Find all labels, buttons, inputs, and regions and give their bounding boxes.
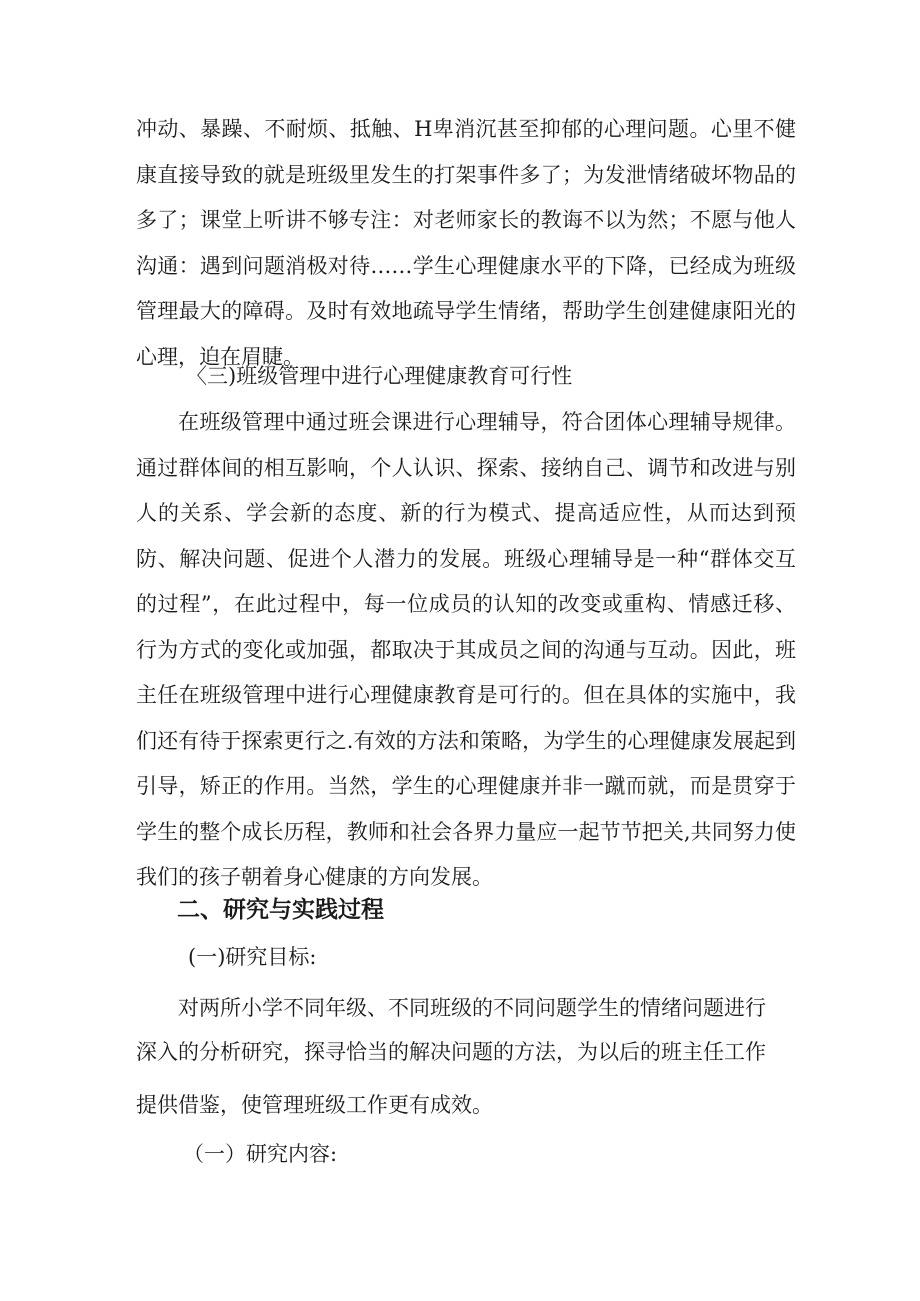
paragraph-feasibility: 在班级管理中通过班会课进行心理辅导，符合团体心理辅导规律。通过群体间的相互影响，个人认识、探索、接纳自己、调节和改进与别人的关系、学会新的态度、新的行为模式、提高适应性，从而达到预防、解决问题、促进个人潜力的发展。班级心理辅导是一种“群体交互的过程”，在此过程中，每一位成员的认知的改变或重构、情感迁移、行为方式的变化或加强，都取决于其成员之间的沟通与互动。因此，班主任在班级管理中进行心理健康教育是可行的。但在具体的实施中，我们还有待于探索更行之.有效的方法和策略，为学生的心理健康发展起到引导，矫正的作用。当然，学生的心理健康并非一蹴而就，而是贯穿于学生的整个成长历程，教师和社会各界力量应一起节节把关,共同努力使我们的孩子朝着身心健康的方向发展。 (136, 410, 796, 889)
goal-text-line-1: 对两所小学不同年级、不同班级的不同问题学生的情绪问题进行 (178, 996, 766, 1020)
section-heading-research-practice: 二、研究与实践过程 (177, 897, 384, 923)
subheading-research-content: （一）研究内容: (183, 1142, 338, 1166)
subheading-feasibility: 〈三)班级管理中进行心理健康教育可行性 (186, 364, 573, 388)
paragraph-emotional-problems: 冲动、暴躁、不耐烦、抵触、H卑消沉甚至抑郁的心理问题。心里不健康直接导致的就是班级里发生的打架事件多了；为发泄情绪破坏物品的多了；课堂上听讲不够专注：对老师家长的教诲不以为然；不愿与他人沟通：遇到问题消极对待……学生心理健康水平的下降，已经成为班级管理最大的障碍。及时有效地疏导学生情绪，帮助学生创建健康阳光的心理，迫在眉睫。 (136, 117, 796, 369)
goal-text-line-2: 深入的分析研究，探寻恰当的解决问题的方法，为以后的班主任工作 (136, 1040, 766, 1064)
goal-text-line-3: 提供借鉴，使管理班级工作更有成效。 (136, 1093, 493, 1117)
subheading-research-goal: (一)研究目标: (188, 945, 317, 969)
